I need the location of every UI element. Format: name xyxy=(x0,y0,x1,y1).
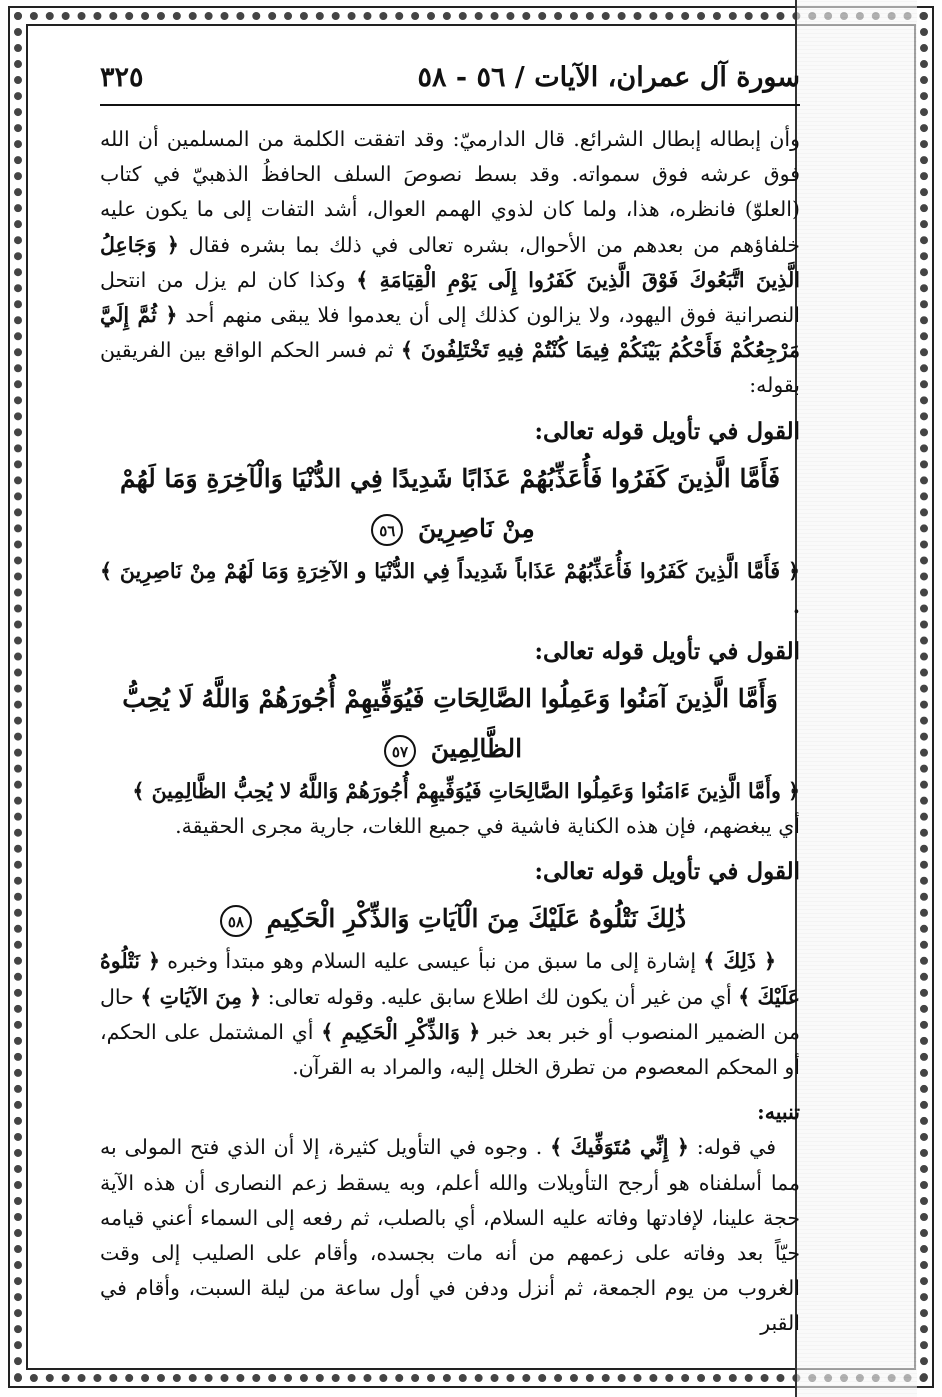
paragraph-text: . وجوه في التأويل كثيرة، إلا أن الذي فتح المولى به مما أسلفناه هو أرجح التأويلات والله أعلم، وبه يسقط زعم النصارى أن هذه الآية حجة علينا، لإفادتها وفاته عليه السلام، أي بالصلب، ثم رفعه إلى السماء أعني قيامه حيّاً بعد وفاته على زعمهم من أنه مات بجسده، وأقام على الصليب إلى وقت الغروب من يوم الجمعة، ثم أنزل ودفن في أول ساعة من ليلة السبت، وأقام في القبر xyxy=(100,1135,800,1336)
paragraph-text: إشارة إلى ما سبق من نبأ عيسى عليه السلام وهو مبتدأ وخبره xyxy=(167,949,697,974)
page-number: ٣٢٥ xyxy=(100,62,144,93)
paragraph-text: أي من غير أن يكون لك اطلاع سابق عليه. وقوله تعالى: xyxy=(267,984,732,1009)
quran-quote: ﴿ نَتْلُوهُ عَلَيْكَ ﴾ xyxy=(100,949,800,1009)
quran-quote: ﴿ وَجَاعِلُ الَّذِينَ اتَّبَعُوكَ فَوْقَ الَّذِينَ كَفَرُوا إِلَى يَوْمِ الْقِيَامَةِ ﴾ xyxy=(100,232,800,292)
section-heading: القول في تأويل قوله تعالى: xyxy=(534,638,800,666)
paragraph-dhalika xyxy=(100,944,800,1085)
paragraph-text: وأن إبطاله إبطال الشرائع. قال الدارميّ: وقد اتفقت الكلمة من المسلمين أن الله فوق عرشه فوق سمواته. وقد بسط نصوصَ السلف الحافظُ الذهبيّ في كتاب (العلوّ) فانظره، هذا، ولما كان لذوي الهمم العوال، أشد التفات إلى ما يكون عليه خلفاؤهم من بعدهم من الأحوال، بشره تعالى في ذلك بما بشره فقال xyxy=(100,127,800,257)
section-heading: القول في تأويل قوله تعالى: xyxy=(534,417,800,445)
paragraph-tanbih xyxy=(100,1130,800,1341)
page-body xyxy=(100,122,800,1342)
quran-quote: ﴿ مِنَ الآيَاتِ ﴾ xyxy=(140,984,262,1009)
ayah-text: وَأَمَّا الَّذِينَ آمَنُوا وَعَمِلُوا الصَّالِحَاتِ فَيُوَفِّيهِمْ أُجُورَهُمْ وَاللَّهُ لَا يُحِبُّ الظَّالِمِينَ xyxy=(122,684,778,764)
quran-quote: ﴿ ذَلِكَ ﴾ xyxy=(703,949,776,974)
quran-quote: ﴿ ثُمَّ إِلَيَّ مَرْجِعُكُمْ فَأَحْكُمُ بَيْنَكُمْ فِيمَا كُنْتُمْ فِيهِ تَخْتَلِفُونَ ﴾ xyxy=(100,303,800,363)
running-title: سورة آل عمران، الآيات / ٥٦ - ٥٨ xyxy=(417,62,800,93)
ayah-text: فَأَمَّا الَّذِينَ كَفَرُوا فَأُعَذِّبُهُمْ عَذَابًا شَدِيدًا فِي الدُّنْيَا وَالْآخِرَةِ وَمَا لَهُمْ مِنْ نَاصِرِينَ xyxy=(119,463,781,543)
quran-quote: ﴿ إِنِّي مُتَوَفِّيكَ ﴾ xyxy=(550,1135,689,1160)
paragraph-text: ثم فسر الحكم الواقع بين الفريقين بقوله: xyxy=(100,338,800,398)
ayah-line xyxy=(100,674,800,774)
quran-quote: ﴿ وأَمَّا الَّذِينَ ءَامَنُوا وَعَمِلُوا الصَّالِحَاتِ فَيُوَفِّيهِمْ أُجُورَهُمْ وَاللَّهُ لا يُحِبُّ الظَّالِمِينَ ﴾ xyxy=(132,779,800,804)
spacer xyxy=(100,1085,800,1095)
section-heading: القول في تأويل قوله تعالى: xyxy=(534,858,800,886)
ayah-number-medallion: ٥٨ xyxy=(220,905,252,937)
ayah-line xyxy=(100,894,800,944)
quran-quote: ﴿ وَالذِّكْرِ الْحَكِيمِ ﴾ xyxy=(321,1019,481,1044)
tanbih-heading: تنبيه: xyxy=(757,1100,800,1125)
paragraph-text: حال من الضمير المنصوب أو خبر بعد خبر xyxy=(100,984,800,1044)
paragraph-intro xyxy=(100,122,800,404)
commentary-text: أي يبغضهم، فإن هذه الكناية فاشية في جميع اللغات، جارية مجرى الحقيقة. xyxy=(175,814,800,839)
ayah-number-medallion: ٥٦ xyxy=(371,514,403,546)
page-header xyxy=(100,62,800,102)
ayah-number-medallion: ٥٧ xyxy=(384,735,416,767)
ayah-text: ذَٰلِكَ نَتْلُوهُ عَلَيْكَ مِنَ الْآيَاتِ وَالذِّكْرِ الْحَكِيمِ xyxy=(266,904,687,934)
header-rule xyxy=(100,104,800,106)
ayah-line xyxy=(100,454,800,554)
paragraph-text: أي المشتمل على الحكم، أو المحكم المعصوم من تطرق الخلل إليه، والمراد به القرآن. xyxy=(100,1019,800,1080)
paragraph-text: وكذا كان لم يزل من انتحل النصرانية فوق اليهود، ولا يزالون كذلك إلى أن يعدموا فلا يبقى منهم أحد xyxy=(100,267,800,328)
scan-gutter-shade xyxy=(797,0,917,1397)
paragraph-text: في قوله: xyxy=(696,1135,776,1160)
quran-quote: ﴿ فَأَمَّا الَّذِينَ كَفَرُوا فَأُعَذِّبُهُمْ عَذَاباً شَدِيداً فِي الدُّنْيَا و الآخِرَةِ وَمَا لَهُمْ مِنْ نَاصِرِينَ ﴾ . xyxy=(100,558,800,618)
